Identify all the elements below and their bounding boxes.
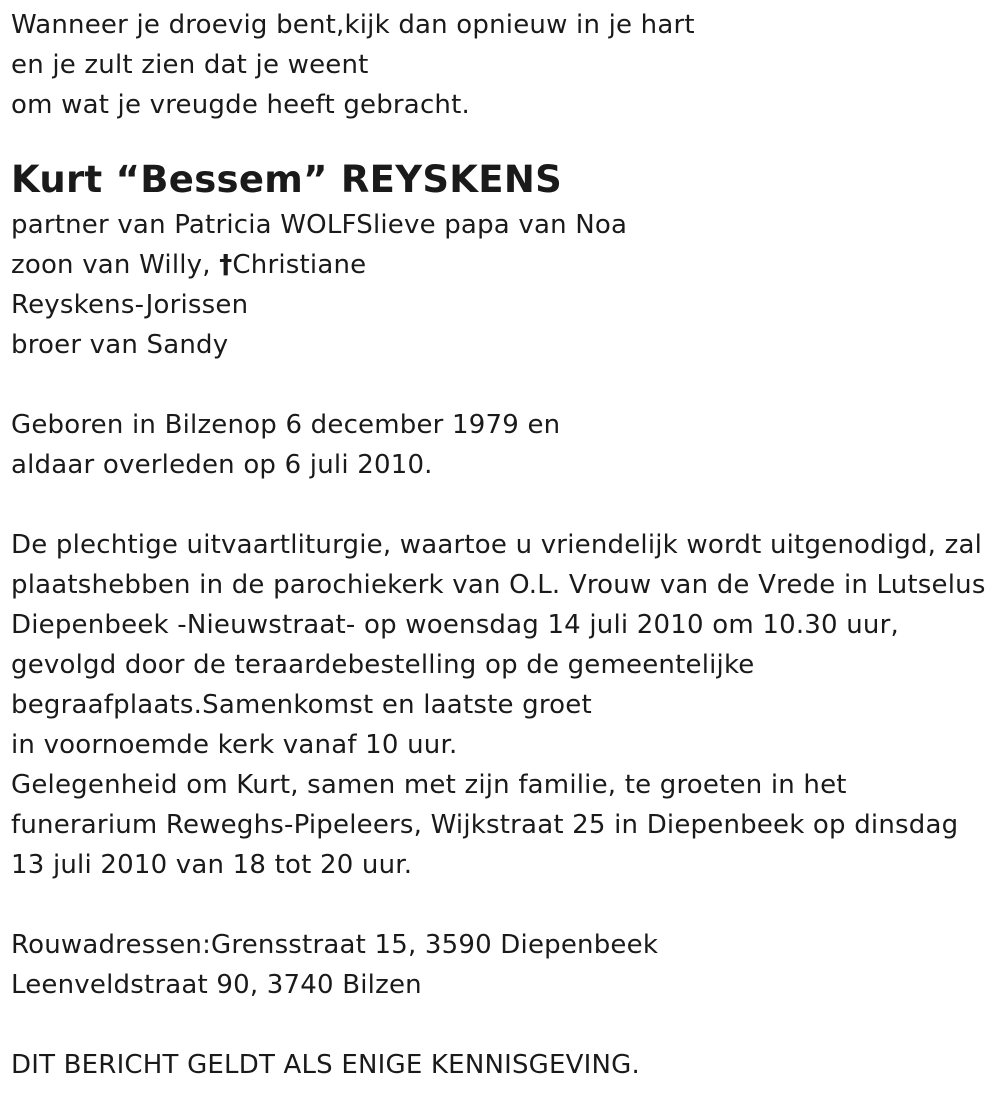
- poem: [11, 5, 996, 125]
- death-line: aldaar overleden op 6 juli 2010.: [11, 450, 433, 480]
- brother-line: broer van Sandy: [11, 330, 229, 360]
- son-suffix: Christiane: [232, 250, 367, 280]
- poem-line: om wat je vreugde heeft gebracht.: [11, 90, 470, 120]
- cross-icon: †: [219, 250, 233, 280]
- ceremony-line: gevolgd door de teraardebestelling op de gemeentelijke: [11, 650, 755, 680]
- ceremony-line: begraafplaats.Samenkomst en laatste groet: [11, 690, 592, 720]
- address-line: Leenveldstraat 90, 3740 Bilzen: [11, 970, 422, 1000]
- address-line: Rouwadressen:Grensstraat 15, 3590 Diepenbeek: [11, 930, 659, 960]
- poem-line: Wanneer je droevig bent,kijk dan opnieuw in je hart: [11, 10, 695, 40]
- ceremony-details: [11, 525, 996, 885]
- official-notice: DIT BERICHT GELDT ALS ENIGE KENNISGEVING.: [11, 1050, 640, 1080]
- son-line-2: Reyskens-Jorissen: [11, 290, 249, 320]
- poem-line: en je zult zien dat je weent: [11, 50, 369, 80]
- son-prefix: zoon van Willy,: [11, 250, 211, 280]
- spacer: [11, 365, 996, 405]
- birth-death: [11, 405, 996, 485]
- obituary-notice: [11, 0, 996, 1085]
- spacer: [11, 885, 996, 925]
- mourning-addresses: [11, 925, 996, 1005]
- ceremony-line: De plechtige uitvaartliturgie, waartoe u vriendelijk wordt uitgenodigd, zal: [11, 530, 983, 560]
- relations: [11, 205, 996, 365]
- ceremony-line: 13 juli 2010 van 18 tot 20 uur.: [11, 850, 413, 880]
- ceremony-line: in voornoemde kerk vanaf 10 uur.: [11, 730, 458, 760]
- spacer: [11, 1005, 996, 1045]
- ceremony-line: Gelegenheid om Kurt, samen met zijn familie, te groeten in het: [11, 770, 847, 800]
- partner-line: partner van Patricia WOLFSlieve papa van Noa: [11, 210, 628, 240]
- ceremony-line: funerarium Reweghs-Pipeleers, Wijkstraat 25 in Diepenbeek op dinsdag: [11, 810, 959, 840]
- son-line: [11, 245, 996, 285]
- ceremony-line: Diepenbeek -Nieuwstraat- op woensdag 14 juli 2010 om 10.30 uur,: [11, 610, 899, 640]
- ceremony-line: plaatshebben in de parochiekerk van O.L. Vrouw van de Vrede in Lutselus: [11, 570, 986, 600]
- deceased-name: Kurt “Bessem” REYSKENS: [11, 158, 563, 201]
- spacer: [11, 485, 996, 525]
- birth-line: Geboren in Bilzenop 6 december 1979 en: [11, 410, 561, 440]
